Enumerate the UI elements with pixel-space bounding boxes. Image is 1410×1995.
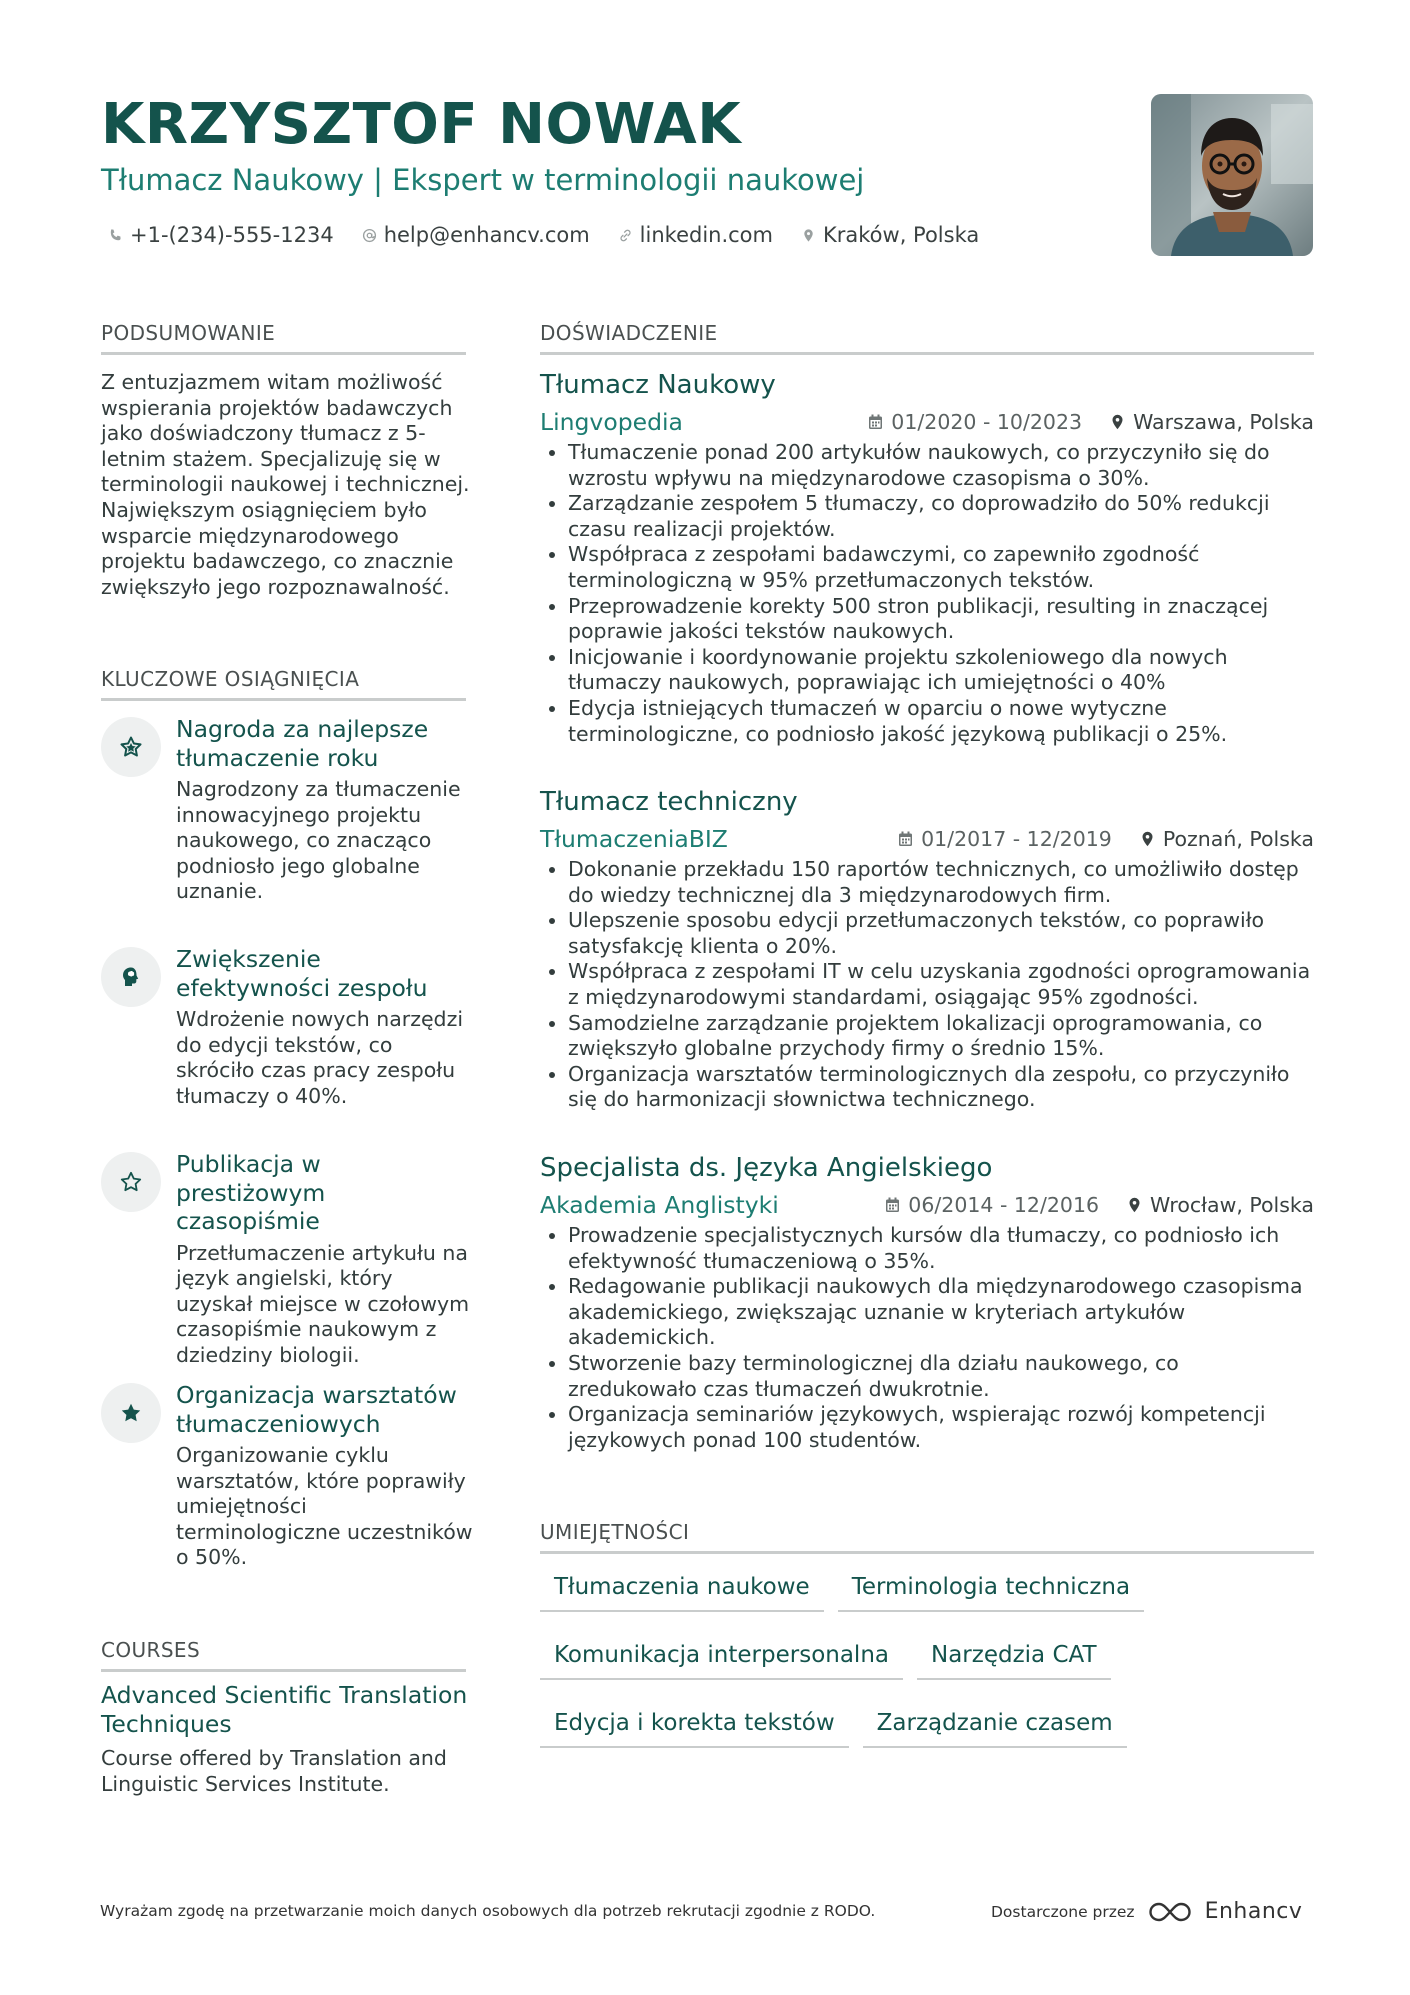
link-icon <box>618 228 633 243</box>
skill-tag: Zarządzanie czasem <box>863 1704 1127 1748</box>
summary-heading: PODSUMOWANIE <box>101 320 466 355</box>
achievement-description: Nagrodzony za tłumaczenie innowacyjnego projektu naukowego, co znacząco podniosło jego globalne uznanie. <box>176 777 461 904</box>
achievements-heading: KLUCZOWE OSIĄGNIĘCIA <box>101 666 466 701</box>
skill-tag: Terminologia techniczna <box>838 1568 1144 1612</box>
achievement-icon-wrap <box>101 1152 161 1212</box>
job-title: Tłumacz techniczny <box>540 787 798 817</box>
achievement-title: Organizacja warsztatów tłumaczeniowych <box>176 1381 457 1438</box>
achievement-icon-wrap <box>101 1383 161 1443</box>
job-bullet: • Tłumaczenie ponad 200 artykułów naukowych, co przyczyniło się do wzrostu wpływu na międzynarodowe czasopisma o 30%. <box>568 440 1314 491</box>
job-bullet: • Ulepszenie sposobu edycji przetłumaczonych tekstów, co poprawiło satysfakcję klienta o 20%. <box>568 908 1314 959</box>
job-bullet: • Przeprowadzenie korekty 500 stron publikacji, resulting in znaczącej poprawie jakości tekstów naukowych. <box>568 594 1314 645</box>
achievement-item <box>101 715 473 905</box>
job-bullet: • Redagowanie publikacji naukowych dla międzynarodowego czasopisma akademickiego, zwiększając uznanie w kryteriach artykułów akademickich. <box>568 1274 1314 1351</box>
job-entry <box>540 368 1314 747</box>
company-name: TłumaczeniaBIZ <box>540 825 728 853</box>
brain-head-icon <box>119 965 143 989</box>
job-entry <box>540 785 1314 1113</box>
job-meta-row <box>540 823 1314 855</box>
achievement-description: Organizowanie cyklu warsztatów, które poprawiły umiejętności terminologiczne uczestników o 50%. <box>176 1443 473 1570</box>
skill-tag: Edycja i korekta tekstów <box>540 1704 849 1748</box>
job-location <box>1110 410 1314 434</box>
location-pin-icon <box>801 228 816 243</box>
job-bullet: • Organizacja seminariów językowych, wspierając rozwój kompetencji językowych ponad 100 studentów. <box>568 1402 1314 1453</box>
job-dates <box>898 827 1112 851</box>
job-bullet: • Współpraca z zespołami badawczymi, co zapewniło zgodność terminologiczną w 95% przetłumaczonych tekstów. <box>568 542 1314 593</box>
contact-linkedin[interactable] <box>618 220 773 250</box>
location-pin-icon <box>1110 414 1125 430</box>
job-bullet: • Edycja istniejących tłumaczeń w oparciu o nowe wytyczne terminologiczne, co podniosło jakość językową publikacji o 25%. <box>568 696 1314 747</box>
job-bullet: • Stworzenie bazy terminologicznej dla działu naukowego, co zredukowało czas tłumaczeń dwukrotnie. <box>568 1351 1314 1402</box>
achievement-title: Zwiększenie efektywności zespołu <box>176 945 428 1002</box>
experience-heading: DOŚWIADCZENIE <box>540 320 1314 355</box>
contact-email[interactable] <box>362 220 590 250</box>
calendar-icon <box>898 831 913 847</box>
powered-by-label: Dostarczone przez <box>991 1902 1135 1921</box>
brand-name: Enhancv <box>1204 1899 1303 1924</box>
contact-location <box>801 220 979 250</box>
job-bullet: • Prowadzenie specjalistycznych kursów dla tłumaczy, co podniosło ich efektywność tłumaczeniową o 35%. <box>568 1223 1314 1274</box>
star-filled-icon <box>119 1401 143 1425</box>
job-title: Specjalista ds. Języka Angielskiego <box>540 1153 993 1183</box>
job-location-text: Warszawa, Polska <box>1133 410 1314 434</box>
achievement-description: Przetłumaczenie artykułu na język angielski, który uzyskał miejsce w czołowym czasopiśmie naukowym z dziedziny biologii. <box>176 1240 470 1367</box>
phone-text: +1-(234)-555-1234 <box>130 223 334 247</box>
location-pin-icon <box>1127 1197 1142 1213</box>
star-badge-icon <box>119 735 143 759</box>
company-name: Akademia Anglistyki <box>540 1191 779 1219</box>
skill-tag: Tłumaczenia naukowe <box>540 1568 824 1612</box>
phone-icon <box>108 228 123 243</box>
job-bullet: • Samodzielne zarządzanie projektem lokalizacji oprogramowania, co zwiększyło globalne przychody firmy o średnio 15%. <box>568 1011 1314 1062</box>
job-dates-text: 01/2017 - 12/2019 <box>921 827 1112 851</box>
job-title: Tłumacz Naukowy <box>540 370 776 400</box>
powered-by[interactable] <box>991 1899 1302 1924</box>
skill-tag: Komunikacja interpersonalna <box>540 1636 903 1680</box>
job-bullet: • Zarządzanie zespołem 5 tłumaczy, co doprowadziło do 50% redukcji czasu realizacji projektów. <box>568 491 1314 542</box>
achievement-title: Publikacja w prestiżowym czasopiśmie <box>176 1150 326 1235</box>
star-outline-icon <box>119 1170 143 1194</box>
linkedin-text: linkedin.com <box>639 223 773 247</box>
company-name: Lingvopedia <box>540 408 683 436</box>
job-meta-row <box>540 1189 1314 1221</box>
job-bullet: • Inicjowanie i koordynowanie projektu szkoleniowego dla nowych tłumaczy naukowych, poprawiając ich umiejętności o 40% <box>568 645 1314 696</box>
achievement-icon-wrap <box>101 717 161 777</box>
achievement-item <box>101 1150 473 1368</box>
job-bullets <box>540 857 1314 1113</box>
achievement-item <box>101 1381 473 1571</box>
skill-tag: Narzędzia CAT <box>917 1636 1111 1680</box>
job-location-text: Poznań, Polska <box>1162 827 1314 851</box>
job-location <box>1127 1193 1314 1217</box>
candidate-name: KRZYSZTOF NOWAK <box>101 92 742 157</box>
contact-bar <box>108 220 979 250</box>
job-bullet: • Dokonanie przekładu 150 raportów technicznych, co umożliwiło dostęp do wiedzy technicznej dla 3 międzynarodowych firm. <box>568 857 1314 908</box>
achievement-icon-wrap <box>101 947 161 1007</box>
calendar-icon <box>868 414 883 430</box>
enhancv-logo-icon <box>1147 1900 1193 1924</box>
job-bullet: • Współpraca z zespołami IT w celu uzyskania zgodności oprogramowania z międzynarodowymi standardami, osiągając 95% zgodności. <box>568 959 1314 1010</box>
at-icon <box>362 228 377 243</box>
skills-row <box>540 1568 1320 1612</box>
skills-list <box>540 1568 1320 1772</box>
achievement-description: Wdrożenie nowych narzędzi do edycji tekstów, co skróciło czas pracy zespołu tłumaczy o 40%. <box>176 1007 464 1108</box>
course-description: Course offered by Translation and Linguistic Services Institute. <box>101 1746 447 1796</box>
job-bullets <box>540 440 1314 747</box>
skills-heading: UMIEJĘTNOŚCI <box>540 1519 1314 1554</box>
course-title: Advanced Scientific Translation Techniques <box>101 1681 468 1738</box>
job-dates-text: 06/2014 - 12/2016 <box>908 1193 1100 1217</box>
skills-row <box>540 1704 1320 1748</box>
location-pin-icon <box>1140 831 1155 847</box>
job-dates <box>885 1193 1099 1217</box>
job-meta-row <box>540 406 1314 438</box>
courses-heading: COURSES <box>101 1637 466 1672</box>
job-dates-text: 01/2020 - 10/2023 <box>891 410 1083 434</box>
achievement-title: Nagroda za najlepsze tłumaczenie roku <box>176 715 429 772</box>
skills-row <box>540 1636 1320 1680</box>
profile-photo <box>1151 94 1313 256</box>
gdpr-consent: Wyrażam zgodę na przetwarzanie moich danych osobowych dla potrzeb rekrutacji zgodnie z RODO. <box>100 1902 876 1920</box>
summary-text: Z entuzjazmem witam możliwość wspierania projektów badawczych jako doświadczony tłumacz z 5-letnim stażem. Specjalizuję się w terminologii naukowej i technicznej. Największym osiągnięciem było wsparcie międzynarodowego projektu badawczego, co znacznie zwiększyło jego rozpoznawalność. <box>101 370 470 599</box>
job-location <box>1140 827 1314 851</box>
email-text: help@enhancv.com <box>383 223 590 247</box>
job-bullet: • Organizacja warsztatów terminologicznych dla zespołu, co przyczyniło się do harmonizacji słownictwa technicznego. <box>568 1062 1314 1113</box>
job-dates <box>868 410 1082 434</box>
portrait-image <box>1151 94 1313 256</box>
job-location-text: Wrocław, Polska <box>1150 1193 1314 1217</box>
achievement-item <box>101 945 473 1109</box>
job-entry <box>540 1151 1314 1453</box>
contact-phone[interactable] <box>108 220 334 250</box>
job-bullets <box>540 1223 1314 1453</box>
candidate-subtitle: Tłumacz Naukowy | Ekspert w terminologii naukowej <box>101 163 865 197</box>
location-text: Kraków, Polska <box>822 223 980 247</box>
calendar-icon <box>885 1197 900 1213</box>
